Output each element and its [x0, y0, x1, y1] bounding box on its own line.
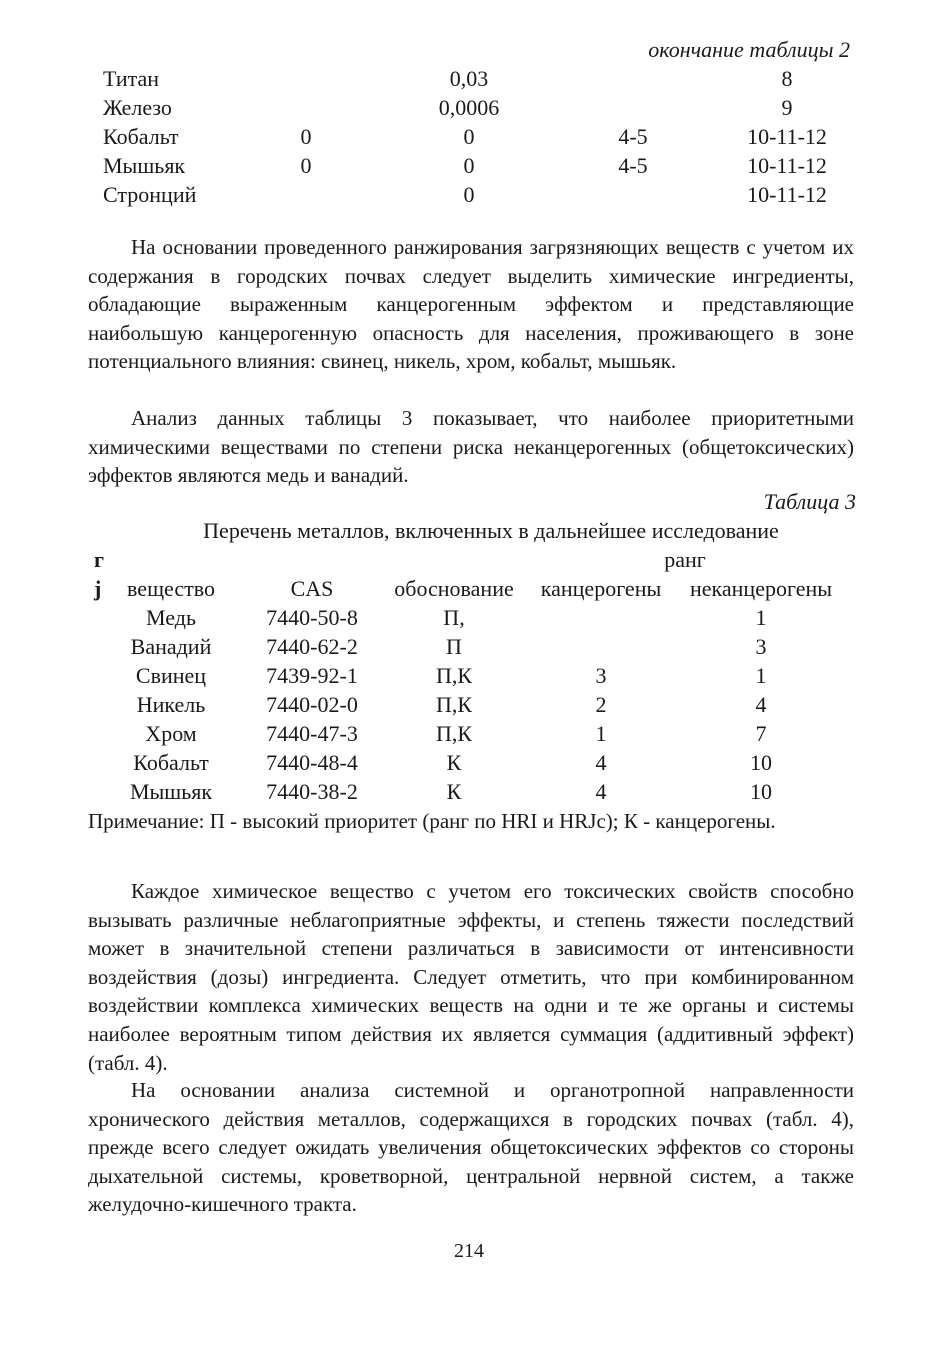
table3-cell-substance: Кобальт [133, 750, 209, 775]
table3-header-cas: CAS [290, 576, 334, 601]
table2-caption: окончание таблицы 2 [648, 37, 850, 62]
table3-cell-noncarc: 1 [755, 605, 767, 630]
table2-cell-c4: 9 [781, 95, 793, 120]
table2-cell-c4: 10-11-12 [747, 124, 827, 149]
table3-cell-substance: Хром [145, 721, 197, 746]
table3-label: Таблица 3 [763, 489, 856, 514]
table3-cell-carc: 3 [595, 663, 607, 688]
table2-cell-c1: 0 [300, 153, 312, 178]
table3-cell-cas: 7440-38-2 [266, 779, 358, 804]
table3-cell-carc: 1 [595, 721, 607, 746]
paragraph-3 [88, 877, 854, 1077]
table3-header-substance: вещество [127, 576, 215, 601]
table3-cell-noncarc: 3 [755, 634, 767, 659]
table3-cell-substance: Медь [146, 605, 196, 630]
paragraph-1 [88, 233, 854, 376]
table3-cell-substance: Мышьяк [129, 779, 213, 804]
table2-cell-c2: 0 [463, 153, 475, 178]
table3-cell-noncarc: 10 [750, 779, 772, 804]
table3-header-basis: обоснование [394, 576, 514, 601]
table3-title: Перечень металлов, включенных в дальнейшее исследование [203, 518, 779, 543]
table3-side-mark: г [94, 547, 104, 572]
table3-cell-basis: К [446, 779, 462, 804]
table2-cell-name: Мышьяк [103, 153, 186, 178]
table3-cell-basis: П, [443, 605, 465, 630]
table3-cell-noncarc: 4 [755, 692, 767, 717]
paragraph-2 [88, 404, 854, 490]
table3-cell-basis: К [446, 750, 462, 775]
table3-cell-cas: 7439-92-1 [266, 663, 358, 688]
table2-cell-name: Титан [103, 66, 160, 91]
table3-cell-carc: 4 [595, 779, 607, 804]
table3-cell-basis: П,К [435, 721, 473, 746]
table3-cell-cas: 7440-47-3 [266, 721, 358, 746]
table2-cell-c4: 10-11-12 [747, 153, 827, 178]
table3-cell-cas: 7440-62-2 [266, 634, 358, 659]
table3-cell-cas: 7440-48-4 [266, 750, 358, 775]
table3-cell-noncarc: 7 [755, 721, 767, 746]
table3-note [88, 807, 854, 836]
table3-cell-substance: Свинец [135, 663, 207, 688]
table2-cell-c2: 0,0006 [438, 95, 500, 120]
table3-cell-basis: П [446, 634, 462, 659]
table2-cell-c4: 10-11-12 [747, 182, 827, 207]
paragraph-3-text: Каждое химическое вещество с учетом его токсических свойств способно вызывать различные неблагоприятные эффекты, и степень тяжести последствий может в значительной степени различаться в зависимости от интенсивности воздействия (дозы) ингредиента. Следует отметить, что при комбинированном воздействии комплекса химических веществ на одни и те же органы и системы наиболее вероятным типом действия их является суммация (аддитивный эффект) (табл. 4). [88, 879, 854, 1075]
paragraph-1-text: На основании проведенного ранжирования загрязняющих веществ с учетом их содержания в городских почвах следует выделить химические ингредиенты, обладающие выраженным канцерогенным эффектом и представляющие наибольшую канцерогенную опасность для населения, проживающего в зоне потенциального влияния: свинец, никель, хром, кобальт, мышьяк. [88, 235, 854, 374]
table3-cell-carc: 2 [595, 692, 607, 717]
table3-side-mark: j [94, 576, 102, 601]
table3-header-carc: канцерогены [540, 576, 662, 601]
table2-cell-name: Железо [103, 95, 172, 120]
table3-cell-noncarc: 10 [750, 750, 772, 775]
table3-cell-noncarc: 1 [755, 663, 767, 688]
table3-cell-carc: 4 [595, 750, 607, 775]
paragraph-4-text: На основании анализа системной и органотропной направленности хронического действия металлов, содержащихся в городских почвах (табл. 4), прежде всего следует ожидать увеличения общетоксических эффектов со стороны дыхательной системы, кроветворной, центральной нервной систем, а также желудочно-кишечного тракта. [88, 1078, 854, 1217]
table3-cell-cas: 7440-50-8 [266, 605, 358, 630]
table3-cell-substance: Никель [136, 692, 206, 717]
table3-cell-substance: Ванадий [130, 634, 212, 659]
table2-cell-c2: 0 [463, 124, 475, 149]
table3-header-noncarc: неканцерогены [689, 576, 833, 601]
page-number: 214 [454, 1240, 484, 1262]
table2-cell-c3: 4-5 [618, 124, 648, 149]
table3-cell-cas: 7440-02-0 [266, 692, 358, 717]
table2-cell-c2: 0,03 [449, 66, 489, 91]
table3-note-text: Примечание: П - высокий приоритет (ранг по HRI и HRJc); К - канцерогены. [88, 809, 776, 833]
table3-cell-basis: П,К [435, 663, 473, 688]
table3-group-header: ранг [664, 547, 706, 572]
table2-cell-c3: 4-5 [618, 153, 648, 178]
table3-cell-basis: П,К [435, 692, 473, 717]
table2-cell-c1: 0 [300, 124, 312, 149]
table2-cell-c4: 8 [781, 66, 793, 91]
paragraph-4 [88, 1076, 854, 1219]
table2-cell-name: Стронций [103, 182, 197, 207]
table2-cell-c2: 0 [463, 182, 475, 207]
table2-cell-name: Кобальт [103, 124, 179, 149]
paragraph-2-text: Анализ данных таблицы 3 показывает, что наиболее приоритетными химическими веществами по степени риска неканцерогенных (общетоксических) эффектов являются медь и ванадий. [88, 406, 854, 488]
